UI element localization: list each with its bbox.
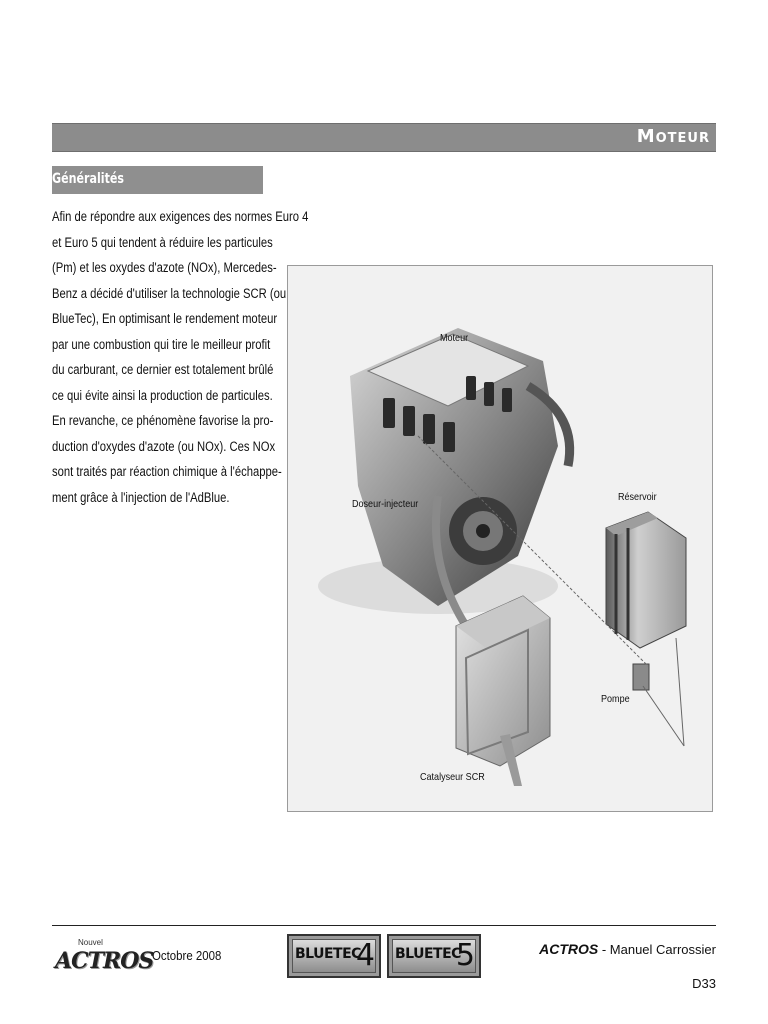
footer-manual-title bbox=[539, 941, 716, 957]
body-line: duction d'oxydes d'azote (ou NOx). Ces NOx bbox=[52, 438, 276, 454]
logo-prefix: Nouvel bbox=[78, 938, 103, 947]
bluetec5-badge bbox=[387, 934, 481, 978]
body-line: (Pm) et les oxydes d'azote (NOx), Mercedes- bbox=[52, 260, 277, 275]
subsection-header-bar bbox=[52, 166, 263, 194]
body-line: sont traités par réaction chimique à l'échappe- bbox=[52, 464, 282, 479]
footer-date: Octobre 2008 bbox=[152, 948, 222, 963]
adblue-line bbox=[643, 686, 684, 746]
body-line: Afin de répondre aux exigences des normes Euro 4 bbox=[52, 209, 309, 224]
label-catalyseur-scr: Catalyseur SCR bbox=[420, 771, 485, 783]
body-line: BlueTec), En optimisant le rendement moteur bbox=[52, 311, 278, 326]
body-line: et Euro 5 qui tendent à réduire les particules bbox=[52, 234, 273, 250]
section-header-bar bbox=[52, 123, 716, 152]
page-number: D33 bbox=[692, 976, 716, 991]
body-line: ment grâce à l'injection de l'AdBlue. bbox=[52, 489, 230, 505]
manual-name: - Manuel Carrossier bbox=[601, 942, 716, 957]
engine-illustration bbox=[288, 266, 712, 811]
badge-number: 4 bbox=[355, 938, 375, 973]
badge-text: BLUETEC bbox=[295, 946, 361, 962]
body-line: par une combustion qui tire le meilleur profit bbox=[52, 336, 271, 352]
subsection-title: Généralités bbox=[52, 171, 124, 187]
bluetec4-badge bbox=[287, 934, 381, 978]
badge-number: 5 bbox=[455, 938, 475, 973]
label-moteur: Moteur bbox=[440, 332, 469, 344]
label-reservoir: Réservoir bbox=[618, 491, 657, 503]
label-pompe: Pompe bbox=[601, 693, 630, 705]
flywheel-center bbox=[476, 524, 490, 538]
body-line: En revanche, ce phénomène favorise la pro- bbox=[52, 413, 274, 428]
page-title: Moteur bbox=[636, 126, 710, 147]
body-line: du carburant, ce dernier est totalement brûlé bbox=[52, 362, 274, 377]
body-line: Benz a décidé d'utiliser la technologie SCR (ou bbox=[52, 285, 287, 301]
body-line: ce qui évite ainsi la production de particules. bbox=[52, 387, 273, 403]
engine-system-figure bbox=[287, 265, 713, 812]
label-doseur-injecteur: Doseur-injecteur bbox=[352, 498, 419, 510]
body-paragraph bbox=[52, 204, 309, 510]
brand-name: ACTROS bbox=[539, 941, 599, 957]
pump-shape bbox=[633, 664, 649, 690]
actros-logo: ACTROS bbox=[55, 948, 154, 974]
footer-divider bbox=[52, 925, 716, 926]
adblue-line bbox=[676, 638, 684, 746]
badge-text: BLUETEC bbox=[395, 946, 461, 962]
